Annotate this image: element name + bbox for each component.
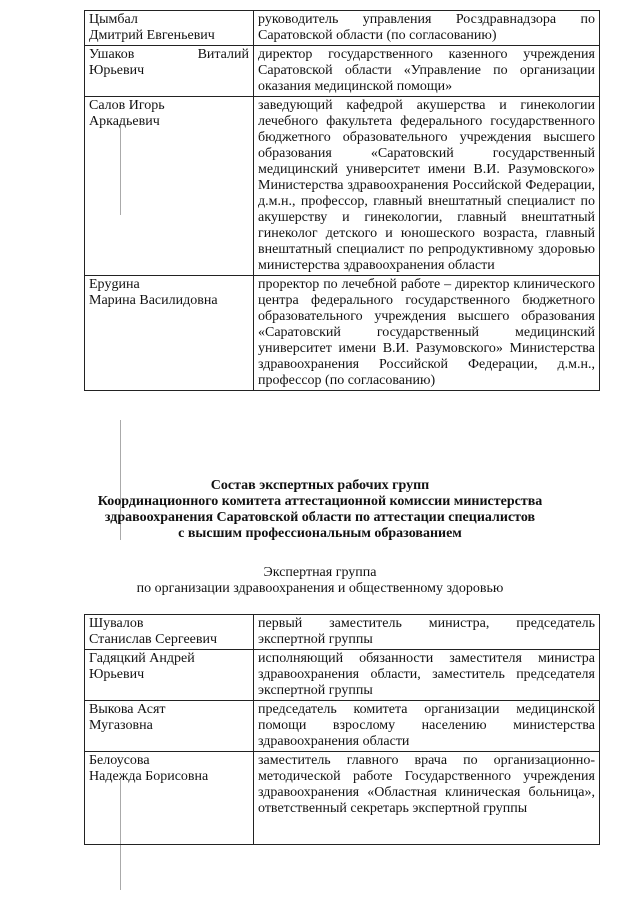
table-row (85, 97, 600, 276)
table-row (85, 11, 600, 46)
member-name: Белоусова Надежда Борисовна (85, 752, 254, 845)
member-role: директор государственного казенного учреждения Саратовской области «Управление по организации оказания медицинской помощи» (254, 46, 600, 97)
table-row (85, 46, 600, 97)
member-name: Салов Игорь Аркадьевич (85, 97, 254, 276)
table-row (85, 650, 600, 701)
member-role: заведующий кафедрой акушерства и гинекологии лечебного факультета федерального государственного бюджетного образовательного учреждения высшего образования «Саратовский государственный медицинский университет имени В.И. Разумовского» Министерства здравоохранения Российской Федерации, д.м.н., профессор, главный внештатный специалист по акушерству и гинекологии, главный внештатный гинеколог детского и юношеского возраста, главный внештатный специалист по репродуктивному здоровью министерства здравоохранения области (254, 97, 600, 276)
member-role: заместитель главного врача по организационно-методической работе Государственного учреждения здравоохранения «Областная клиническая больница», ответственный секретарь экспертной группы (254, 752, 600, 845)
member-name: Гадяцкий Андрей Юрьевич (85, 650, 254, 701)
members-table-bottom (84, 614, 600, 845)
member-name: Ерygина Марина Василидовна (85, 276, 254, 391)
table-row (85, 701, 600, 752)
table-row (85, 615, 600, 650)
member-role: председатель комитета организации медицинской помощи взрослому населению министерства здравоохранения области (254, 701, 600, 752)
member-name: Шувалов Станислав Сергеевич (85, 615, 254, 650)
members-table-top (84, 10, 600, 391)
table-row (85, 276, 600, 391)
group-subheading: Экспертная группа по организации здравоохранения и общественному здоровью (136, 565, 504, 596)
table-row (85, 752, 600, 845)
member-name: Ушаков Виталий Юрьевич (85, 46, 254, 97)
member-role: исполняющий обязанности заместителя министра здравоохранения области, заместитель председателя экспертной группы (254, 650, 600, 701)
section-heading: Состав экспертных рабочих групп Координационного комитета аттестационной комиссии министерства здравоохранения Саратовской области по аттестации специалистов с высшим профессиональным образованием (97, 478, 543, 541)
member-name: Выкова Асят Мугазовна (85, 701, 254, 752)
member-role: проректор по лечебной работе – директор клинического центра федерального государственного бюджетного образовательного учреждения высшего образования «Саратовский государственный медицинский университет имени В.И. Разумовского» Министерства здравоохранения Российской Федерации, д.м.н., профессор (по согласованию) (254, 276, 600, 391)
member-name: Цымбал Дмитрий Евгеньевич (85, 11, 254, 46)
member-role: первый заместитель министра, председатель экспертной группы (254, 615, 600, 650)
member-role: руководитель управления Росздравнадзора по Саратовской области (по согласованию) (254, 11, 600, 46)
